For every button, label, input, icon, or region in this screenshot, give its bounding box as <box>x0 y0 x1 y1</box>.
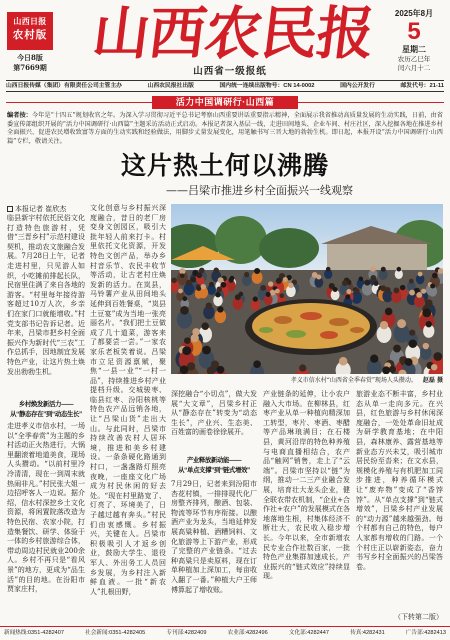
crowd-person-head <box>180 273 185 278</box>
date-weekday: 星期二 <box>402 44 426 54</box>
date-year-month: 2025年8月 <box>394 9 434 18</box>
crowd-person-head <box>213 268 218 273</box>
crowd-person-head <box>180 365 189 374</box>
crowd-person-head <box>288 283 293 288</box>
crowd-person-head <box>400 285 405 290</box>
crowd-person-head <box>254 268 260 274</box>
tree <box>259 228 319 268</box>
pan-topping <box>259 327 273 333</box>
publisher-owner: 山西日报传媒（集团）有限责任公司主管主办 <box>6 82 122 89</box>
crowd-person-head <box>423 343 429 349</box>
crowd-person-head <box>202 346 211 355</box>
crowd-person-head <box>370 275 376 281</box>
article-headline: 这片热土何以沸腾 <box>120 151 329 180</box>
article-column-2: 文化创意与乡村振兴深度融合，昔日的老厂房变身文创园区，吸引大批年轻人前来打卡。村里依托文化资源，开发特色文创产品，举办乡村音乐节、农民丰收节等活动，让古老村庄焕发新的活力。在岚县，马铃薯产业从田间地头延伸到百姓餐桌，“岚县土豆宴”成为当地一张亮丽名片。“我们把土豆做成了几十道菜，游客来了都要尝一尝。”一家农家乐老板笑着说。吕梁市立足资源禀赋，聚焦“一县一业”“一村一品”，持续推进乡村产业提档升级。交城骏枣、临县红枣、汾阳核桃等特色农产品远销各地，让“吕梁山货”走出大山。与此同时，吕梁市持续改善农村人居环境，推进和美乡村建设。一条条硬化路通到村口，一盏盏路灯照亮夜晚，一座座文化广场成为村民休闲的好去处。“现在村里路宽了、灯亮了、环境美了，日子越过越有奔头。”村民们由衷感慨。乡村振兴，关键在人。吕梁市积极吸引人才返乡创业，鼓励大学生、退役军人、外出务工人员回乡发展，为乡村注入新鲜血液。一批“新农人”扎根田野， <box>90 204 166 596</box>
date-block <box>384 8 444 73</box>
date-lunar-date: 闰六月十二 <box>397 64 431 72</box>
crowd-person-head <box>409 340 417 348</box>
crowd-person-head <box>275 289 280 294</box>
article-column-1-top: 临县新宇村依托民俗文化打造特色旅游村，凭借“三晋乡村”示范村建设契机，推动农文旅融合发展。7月28日上午，记者走进村里，只见游人如织，小吃摊前排起长队，民宿里住满了来自各地的游客。“村里每年接待游客超过10万人次，乡亲们在家门口就能增收。”村党支部书记告诉记者。近年来，吕梁市把乡村全面振兴作为新时代“三农”工作总抓手，因地制宜发展特色产业，让这片热土焕发出勃勃生机。 <box>7 214 85 376</box>
crowd-person-head <box>326 267 331 272</box>
byline <box>7 204 85 214</box>
divider <box>6 91 444 92</box>
crowd-person-head <box>182 296 187 301</box>
crowd-person-head <box>418 272 423 277</box>
photo-pan-food <box>252 303 370 349</box>
crowd-person-head <box>180 306 189 315</box>
footer-social-news: 社会新闻:0351-4282405 <box>85 630 146 636</box>
crowd-person-head <box>217 306 223 312</box>
issue-info <box>5 53 55 73</box>
pan-topping <box>320 331 338 339</box>
crowd-person-head <box>184 337 191 344</box>
byline-text: 本报记者 崔欣杰 <box>15 205 67 213</box>
publisher-postal-code: 邮发代号：21-11 <box>400 82 444 89</box>
publisher-line <box>6 82 444 91</box>
section-subhead-1-line1: 乡村焕发新活力—— <box>18 401 74 408</box>
photo-credit: 赵磊 摄 <box>422 377 443 384</box>
crowd-person-head <box>382 366 390 374</box>
crowd-person-head <box>374 281 379 286</box>
edition-badge-bottom: 农村版 <box>12 29 48 41</box>
crowd-person-head <box>426 321 432 327</box>
issue-number: 第7669期 <box>13 63 47 72</box>
newspaper-rank: 山西省一级报纸 <box>193 66 267 77</box>
crowd-person-head <box>394 288 400 294</box>
newspaper-title: 山西农民报 <box>88 0 378 67</box>
crowd-person-head <box>179 268 185 274</box>
crowd-person-head <box>178 289 183 294</box>
crowd-person-head <box>199 268 205 274</box>
crowd-person-head <box>244 272 249 277</box>
section-subhead-2 <box>171 456 257 478</box>
pan-topping <box>329 318 349 326</box>
crowd-person-head <box>381 267 386 272</box>
footer-rule <box>0 626 450 627</box>
crowd-person-head <box>430 284 435 289</box>
crowd-person-head <box>380 321 388 329</box>
date-lunar-year: 农历乙巳年 <box>397 55 431 63</box>
pan-topping <box>300 312 322 320</box>
photo-building <box>327 244 427 274</box>
crowd-person-head <box>370 266 375 271</box>
crowd-person-head <box>171 277 177 283</box>
crowd-person-head <box>358 277 363 282</box>
crowd-person-head <box>266 292 271 297</box>
pan-topping <box>274 316 292 324</box>
crowd-person-head <box>215 292 220 297</box>
article-column-4: 产业链条的延伸，让小农户融入大市场。在柳林县，红枣产业从单一种植向精深加工转型，枣片、枣酒、枣醋等产品琳琅满目；在石楼县，黄河沿岸的特色种养殖与电商直播相结合，农产品“触网”销售，走上了“云端”。吕梁市坚持以“链”为纲，推动一二三产业融合发展，培育壮大龙头企业，健全联农带农机制，“企业+合作社+农户”的发展模式在各地落地生根，村集体经济不断壮大，农民收入稳步增长。今年以来，全市新增农民专业合作社数百家，一批特色产业集群加速成长，产业振兴的“链式效应”持续显现。 <box>263 390 350 581</box>
byline-icon <box>7 206 13 212</box>
crowd-person-head <box>216 287 221 292</box>
publisher-press: 山西农民报社出版 <box>147 82 194 89</box>
news-photo <box>171 204 443 374</box>
photo-caption-text: 孝义市信水村“山西省全季春赏”现场人头攒动。 <box>290 377 417 384</box>
crowd-person-head <box>405 358 413 366</box>
continued-note: （下转第二版） <box>394 613 443 621</box>
crowd-person-head <box>235 294 241 300</box>
crowd-person-head <box>385 308 393 316</box>
crowd-person-head <box>422 308 431 317</box>
crowd-person-head <box>397 267 402 272</box>
crowd-person-head <box>268 281 273 286</box>
crowd-person-head <box>364 280 370 286</box>
crowd-person-head <box>316 275 321 280</box>
footer-fax: 传真:4282431 <box>350 630 385 636</box>
crowd-person-head <box>342 280 348 286</box>
crowd-person-head <box>283 277 288 282</box>
footer-news-hotline: 新闻热线:0351-4282407 <box>4 630 65 636</box>
crowd-person-head <box>409 279 414 284</box>
article-column-3-top: 深挖融合“小切点”，做大发展“大文章”，吕梁乡村正从“静态存在”转变为“动态生长”，产业兴、生态美、百姓富的画卷徐徐展开。 <box>171 390 257 437</box>
crowd-person-head <box>182 346 191 355</box>
crowd-person-head <box>432 273 438 279</box>
editor-note-text: 今年是“十四五”规划收官之年。为深入学习贯彻习近平总书记考察山西重要讲话重要指示精神，全面展示我省推动高质量发展的生动实践，日前，由省委宣传部组织开展的“活力中国调研行·山西篇”主题采访活动正式启动。本报记者深入基层一线，走进田间地头、企业车间、村庄社区，深入挖掘各地在推进乡村全面振兴、促进农民增收致富等方面的生动实践和经验做法，用脚步丈量发展变化，用笔触书写三晋大地的勃勃生机。即日起，本报开设“活力中国调研行·山西篇”专栏，敬请关注。 <box>7 112 443 145</box>
crowd-person-head <box>346 289 351 294</box>
edition-badge-top: 山西日报 <box>13 16 47 26</box>
date-day: 5 <box>407 18 421 45</box>
crowd-person-head <box>370 355 378 363</box>
crowd-person-head <box>433 352 442 361</box>
crowd-person-head <box>201 284 206 289</box>
editor-note-label: 编者按： <box>7 112 32 119</box>
crowd-person-head <box>397 319 406 328</box>
crowd-person-head <box>196 272 202 278</box>
crowd-person-head <box>206 302 212 308</box>
today-pages: 今日8版 <box>17 53 43 62</box>
publisher-distribution: 国内公开发行 <box>340 82 375 89</box>
crowd-person-head <box>345 294 350 299</box>
publisher-cn-number: 国内统一连续出版物号：CN 14-0002 <box>219 82 315 89</box>
section-subhead-2-line1: 产业释放新动能—— <box>186 457 242 464</box>
editor-note <box>7 112 443 146</box>
crowd-person-head <box>220 282 226 288</box>
photo-caption <box>171 376 443 386</box>
section-subhead-2-line2: 从“单点支撑”到“链式增效” <box>178 466 250 474</box>
crowd-person-head <box>409 330 415 336</box>
crowd-person-head <box>201 322 209 330</box>
crowd-person-head <box>209 282 214 287</box>
footer-ads-dept: 广告部:4282413 <box>405 630 446 636</box>
crowd-person-head <box>333 287 338 292</box>
crowd-person-head <box>354 288 360 294</box>
crowd-person-head <box>260 285 266 291</box>
crowd-person-head <box>280 293 285 298</box>
footer-agri-dept: 农业部:4282496 <box>227 630 268 636</box>
crowd-person-head <box>196 286 201 291</box>
crowd-person-head <box>217 366 225 374</box>
crowd-person-head <box>253 296 258 301</box>
article-column-5: 旅游业态不断丰富，乡村业态从单一走向多元。在兴县，红色旅游与乡村休闲深度融合，一处处革命旧址成为研学教育基地；在中阳县，森林康养、露营基地等新业态方兴未艾，吸引城市居民纷至沓来；在文水县，规模化养殖与有机肥加工同步推进，种养循环模式让“废弃物”变成了“香饽饽”。从“单点支撑”到“链式增效”，吕梁乡村产业发展的“动力源”越来越强劲。每个村都有自己的特色，每户人家都有增收的门路。一个个村庄正以崭新姿态，奋力书写乡村全面振兴的吕梁答卷。 <box>356 390 443 571</box>
pan-topping <box>286 330 306 338</box>
crowd-person-head <box>431 364 437 370</box>
crowd-person-head <box>299 364 306 371</box>
section-subhead-1-line2: 从“静态存在”到“动态生长” <box>10 410 82 418</box>
article-subheadline: ——吕梁市推进乡村全面振兴一线观察 <box>166 184 353 197</box>
pan-topping <box>350 327 364 333</box>
crowd-person-head <box>339 357 348 366</box>
section-banner: 活力中国调研行·山西篇 <box>152 96 298 109</box>
footer-special-dept: 专刊部:4282409 <box>166 630 207 636</box>
crowd-person-head <box>416 292 422 298</box>
footer-culture-dept: 文化部:4282447 <box>288 630 330 636</box>
article-column-1-bottom: 走进孝义市信水村，一场以“全季春赏”为主题的乡村活动正火热进行，大锅里翻滚着地道美食，现场人头攒动。“以前村里冷冷清清，现在一到周末就热闹非凡。”村民张大姐一边招呼客人一边说。据介绍，信水村深挖乡土文化资源，将闲置院落改造为特色民宿、农家小院，打造集餐饮、研学、体验于一体的乡村旅游综合体，带动周边村民就业200余人。乡村不再只是“看风景”的地方，更成为“品生活”的目的地。在汾阳市贾家庄村， <box>7 422 85 594</box>
footer-contacts <box>4 628 446 638</box>
crowd-person-head <box>228 277 233 282</box>
article-column-3-bottom: 7月29日，记者来到汾阳市杏花村镇，一排排现代化厂房整齐排列，酿酒、包装、物流等环节有序衔接。以酿酒产业为龙头，当地延伸发展高粱种植、酒糟饲料、文化旅游等上下游产业，形成了完整的产业链条。“过去种高粱只是卖原料，现在订单种植加上深加工，每亩收入翻了一番。”种植大户王师傅算起了增收账。 <box>171 480 257 594</box>
crowd-person-head <box>253 360 261 368</box>
crowd-person-head <box>393 345 401 353</box>
crowd-person-head <box>191 334 199 342</box>
crowd-person-head <box>409 290 415 296</box>
crowd-person-head <box>385 287 391 293</box>
crowd-person-head <box>276 278 282 284</box>
section-subhead-1 <box>7 400 85 420</box>
crowd-person-head <box>421 289 426 294</box>
edition-badge <box>7 12 53 50</box>
crowd-person-head <box>186 280 192 286</box>
